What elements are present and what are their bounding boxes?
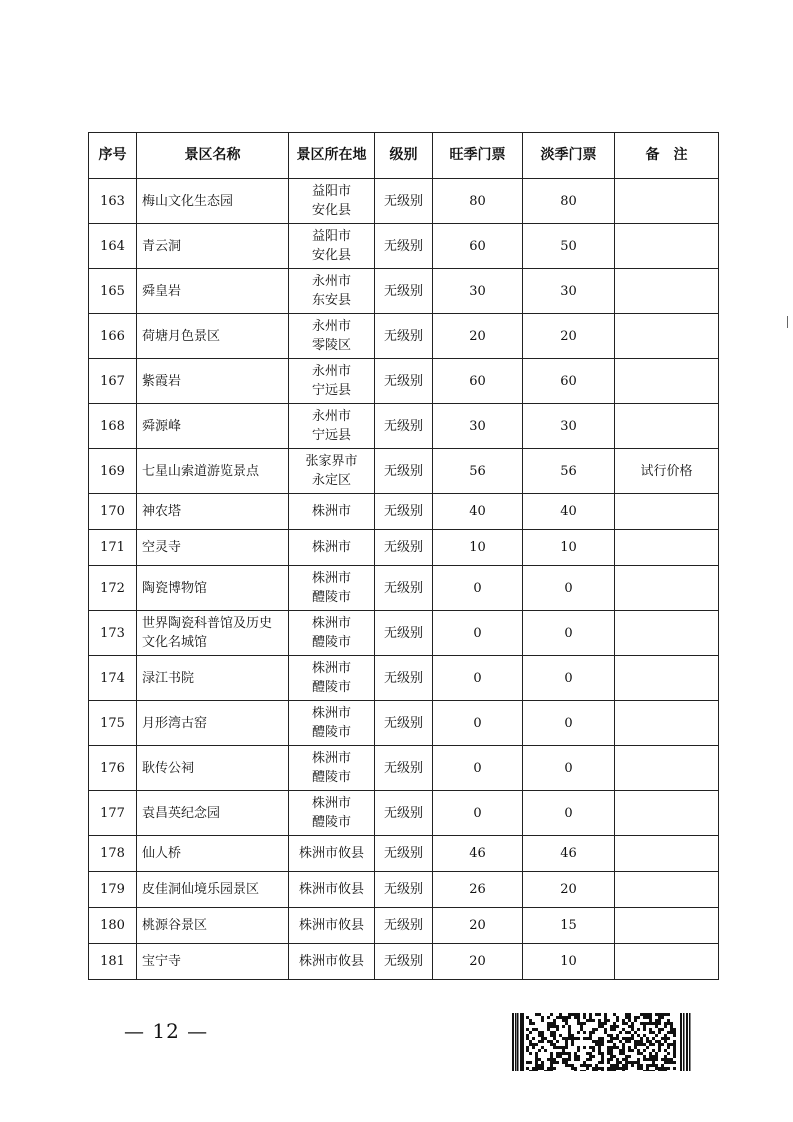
table-row	[89, 359, 719, 404]
cell-location	[289, 656, 375, 701]
table-row	[89, 746, 719, 791]
page-number: — 12 —	[124, 1019, 209, 1043]
cell-remarks	[615, 404, 719, 449]
cell-scenic-name: 皮佳洞仙境乐园景区	[137, 872, 289, 908]
cell-remarks	[615, 908, 719, 944]
table-header-row	[89, 133, 719, 179]
cell-remarks	[615, 872, 719, 908]
cell-off-ticket: 0	[523, 746, 615, 791]
header-off-ticket: 淡季门票	[523, 133, 615, 179]
location-line: 永定区	[311, 473, 351, 488]
location-line: 株洲市	[311, 796, 351, 811]
cell-scenic-name: 陶瓷博物馆	[137, 566, 289, 611]
cell-peak-ticket: 26	[433, 872, 523, 908]
table-row	[89, 611, 719, 656]
cell-off-ticket: 50	[523, 224, 615, 269]
cell-serial-number: 164	[89, 224, 137, 269]
cell-off-ticket: 30	[523, 404, 615, 449]
cell-off-ticket: 60	[523, 359, 615, 404]
cell-off-ticket: 56	[523, 449, 615, 494]
cell-location	[289, 269, 375, 314]
cell-level: 无级别	[375, 179, 433, 224]
table-row	[89, 908, 719, 944]
location-line: 醴陵市	[311, 770, 351, 785]
cell-off-ticket: 46	[523, 836, 615, 872]
scenic-spot-price-table	[88, 132, 719, 980]
cell-level: 无级别	[375, 701, 433, 746]
cell-peak-ticket: 30	[433, 269, 523, 314]
cell-serial-number: 172	[89, 566, 137, 611]
cell-serial-number: 179	[89, 872, 137, 908]
cell-scenic-name: 仙人桥	[137, 836, 289, 872]
cell-off-ticket: 0	[523, 566, 615, 611]
table-row	[89, 449, 719, 494]
cell-remarks	[615, 701, 719, 746]
location-line: 益阳市	[311, 184, 351, 199]
table-body	[89, 179, 719, 980]
cell-scenic-name: 梅山文化生态园	[137, 179, 289, 224]
cell-serial-number: 170	[89, 494, 137, 530]
location-line: 株洲市	[311, 616, 351, 631]
cell-location	[289, 944, 375, 980]
location-line: 永州市	[311, 409, 351, 424]
cell-level: 无级别	[375, 791, 433, 836]
cell-level: 无级别	[375, 908, 433, 944]
location-line: 宁远县	[311, 383, 351, 398]
cell-scenic-name: 世界陶瓷科普馆及历史文化名城馆	[137, 611, 289, 656]
cell-location	[289, 611, 375, 656]
location-line: 安化县	[311, 203, 351, 218]
scan-edge-mark	[787, 316, 788, 328]
cell-scenic-name: 荷塘月色景区	[137, 314, 289, 359]
cell-location	[289, 359, 375, 404]
table-row	[89, 872, 719, 908]
cell-off-ticket: 30	[523, 269, 615, 314]
cell-remarks	[615, 179, 719, 224]
cell-peak-ticket: 56	[433, 449, 523, 494]
cell-location	[289, 224, 375, 269]
cell-level: 无级别	[375, 746, 433, 791]
location-line: 株洲市	[311, 540, 351, 555]
cell-peak-ticket: 20	[433, 314, 523, 359]
cell-off-ticket: 80	[523, 179, 615, 224]
location-line: 醴陵市	[311, 815, 351, 830]
cell-scenic-name: 空灵寺	[137, 530, 289, 566]
cell-remarks	[615, 566, 719, 611]
cell-remarks	[615, 944, 719, 980]
cell-level: 无级别	[375, 314, 433, 359]
cell-off-ticket: 20	[523, 314, 615, 359]
cell-serial-number: 177	[89, 791, 137, 836]
cell-peak-ticket: 0	[433, 701, 523, 746]
cell-scenic-name: 紫霞岩	[137, 359, 289, 404]
cell-scenic-name: 舜源峰	[137, 404, 289, 449]
cell-scenic-name: 舜皇岩	[137, 269, 289, 314]
location-line: 株洲市攸县	[298, 918, 364, 933]
location-line: 零陵区	[311, 338, 351, 353]
cell-level: 无级别	[375, 494, 433, 530]
cell-level: 无级别	[375, 530, 433, 566]
cell-scenic-name: 月形湾古窑	[137, 701, 289, 746]
cell-peak-ticket: 20	[433, 944, 523, 980]
cell-peak-ticket: 46	[433, 836, 523, 872]
header-remarks: 备 注	[615, 133, 719, 179]
cell-serial-number: 167	[89, 359, 137, 404]
cell-scenic-name: 青云洞	[137, 224, 289, 269]
cell-remarks	[615, 530, 719, 566]
location-line: 株洲市	[311, 504, 351, 519]
location-line: 宁远县	[311, 428, 351, 443]
table-row	[89, 314, 719, 359]
cell-serial-number: 174	[89, 656, 137, 701]
cell-remarks	[615, 791, 719, 836]
cell-serial-number: 168	[89, 404, 137, 449]
header-level: 级别	[375, 133, 433, 179]
cell-level: 无级别	[375, 224, 433, 269]
cell-off-ticket: 0	[523, 701, 615, 746]
header-serial-number: 序号	[89, 133, 137, 179]
table-row	[89, 530, 719, 566]
cell-location	[289, 530, 375, 566]
location-line: 株洲市	[311, 706, 351, 721]
cell-peak-ticket: 0	[433, 656, 523, 701]
cell-off-ticket: 0	[523, 791, 615, 836]
cell-scenic-name: 神农塔	[137, 494, 289, 530]
cell-peak-ticket: 30	[433, 404, 523, 449]
cell-location	[289, 872, 375, 908]
cell-location	[289, 746, 375, 791]
cell-peak-ticket: 60	[433, 359, 523, 404]
cell-location	[289, 404, 375, 449]
cell-peak-ticket: 0	[433, 611, 523, 656]
table-row	[89, 494, 719, 530]
location-line: 益阳市	[311, 229, 351, 244]
cell-off-ticket: 20	[523, 872, 615, 908]
cell-location	[289, 566, 375, 611]
location-line: 株洲市攸县	[298, 882, 364, 897]
cell-serial-number: 165	[89, 269, 137, 314]
cell-serial-number: 166	[89, 314, 137, 359]
location-line: 永州市	[311, 274, 351, 289]
cell-serial-number: 171	[89, 530, 137, 566]
cell-scenic-name: 七星山索道游览景点	[137, 449, 289, 494]
cell-serial-number: 178	[89, 836, 137, 872]
cell-peak-ticket: 60	[433, 224, 523, 269]
cell-scenic-name: 宝宁寺	[137, 944, 289, 980]
cell-location	[289, 836, 375, 872]
cell-level: 无级别	[375, 566, 433, 611]
location-line: 株洲市攸县	[298, 954, 364, 969]
cell-remarks	[615, 611, 719, 656]
cell-peak-ticket: 80	[433, 179, 523, 224]
cell-location	[289, 314, 375, 359]
location-line: 永州市	[311, 364, 351, 379]
cell-serial-number: 176	[89, 746, 137, 791]
location-line: 醴陵市	[311, 590, 351, 605]
cell-serial-number: 173	[89, 611, 137, 656]
cell-scenic-name: 袁昌英纪念园	[137, 791, 289, 836]
cell-location	[289, 701, 375, 746]
table-row	[89, 701, 719, 746]
cell-level: 无级别	[375, 404, 433, 449]
table-row	[89, 404, 719, 449]
cell-peak-ticket: 0	[433, 746, 523, 791]
location-line: 醴陵市	[311, 680, 351, 695]
cell-level: 无级别	[375, 944, 433, 980]
cell-location	[289, 494, 375, 530]
cell-level: 无级别	[375, 836, 433, 872]
cell-remarks	[615, 656, 719, 701]
table-row	[89, 944, 719, 980]
location-line: 株洲市	[311, 751, 351, 766]
cell-level: 无级别	[375, 359, 433, 404]
cell-serial-number: 163	[89, 179, 137, 224]
location-line: 安化县	[311, 248, 351, 263]
table-row	[89, 179, 719, 224]
cell-remarks	[615, 746, 719, 791]
cell-serial-number: 175	[89, 701, 137, 746]
cell-peak-ticket: 20	[433, 908, 523, 944]
cell-off-ticket: 0	[523, 656, 615, 701]
cell-serial-number: 169	[89, 449, 137, 494]
cell-scenic-name: 桃源谷景区	[137, 908, 289, 944]
cell-location	[289, 449, 375, 494]
cell-location	[289, 908, 375, 944]
cell-off-ticket: 40	[523, 494, 615, 530]
cell-peak-ticket: 40	[433, 494, 523, 530]
cell-remarks	[615, 359, 719, 404]
cell-location	[289, 791, 375, 836]
cell-scenic-name: 渌江书院	[137, 656, 289, 701]
location-line: 醴陵市	[311, 635, 351, 650]
cell-peak-ticket: 10	[433, 530, 523, 566]
header-peak-ticket: 旺季门票	[433, 133, 523, 179]
cell-peak-ticket: 0	[433, 566, 523, 611]
table-row	[89, 224, 719, 269]
header-scenic-name: 景区名称	[137, 133, 289, 179]
cell-off-ticket: 0	[523, 611, 615, 656]
cell-scenic-name: 耿传公祠	[137, 746, 289, 791]
table-row	[89, 566, 719, 611]
table-row	[89, 656, 719, 701]
cell-level: 无级别	[375, 269, 433, 314]
table-row	[89, 791, 719, 836]
table-row	[89, 269, 719, 314]
cell-level: 无级别	[375, 656, 433, 701]
location-line: 东安县	[311, 293, 351, 308]
cell-remarks	[615, 314, 719, 359]
cell-location	[289, 179, 375, 224]
cell-off-ticket: 10	[523, 944, 615, 980]
cell-serial-number: 181	[89, 944, 137, 980]
location-line: 张家界市	[305, 454, 358, 469]
cell-remarks	[615, 224, 719, 269]
cell-off-ticket: 10	[523, 530, 615, 566]
location-line: 永州市	[311, 319, 351, 334]
header-location: 景区所在地	[289, 133, 375, 179]
cell-serial-number: 180	[89, 908, 137, 944]
barcode-icon	[512, 1013, 692, 1071]
cell-remarks	[615, 269, 719, 314]
cell-level: 无级别	[375, 449, 433, 494]
location-line: 株洲市	[311, 661, 351, 676]
cell-peak-ticket: 0	[433, 791, 523, 836]
cell-off-ticket: 15	[523, 908, 615, 944]
cell-remarks: 试行价格	[615, 449, 719, 494]
location-line: 株洲市攸县	[298, 846, 364, 861]
table-row	[89, 836, 719, 872]
cell-level: 无级别	[375, 872, 433, 908]
cell-level: 无级别	[375, 611, 433, 656]
cell-remarks	[615, 494, 719, 530]
location-line: 株洲市	[311, 571, 351, 586]
cell-remarks	[615, 836, 719, 872]
location-line: 醴陵市	[311, 725, 351, 740]
